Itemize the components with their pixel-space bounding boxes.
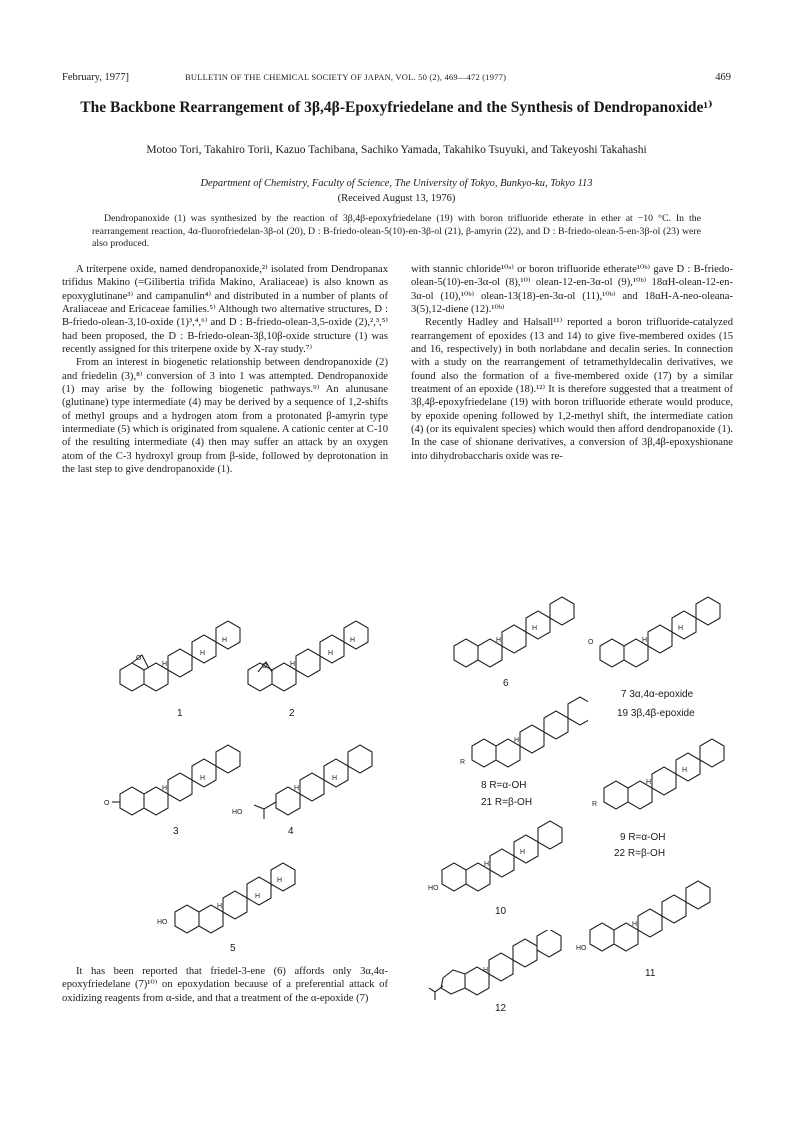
structure-10	[428, 812, 568, 907]
structure-3	[100, 732, 250, 827]
svg-text:H: H	[162, 661, 168, 668]
structure-label: 9 R=α-OH	[620, 832, 666, 843]
abstract: Dendropanoxide (1) was synthesized by the reaction of 3β,4β-epoxyfriedelane (19) with boron trifluoride etherate in ether at −10 °C. In the rearrangement reaction, 4α-fluorofriedelan-3β-ol (20), D : B-friedo-olean-5(10)-en-3β-ol (21), β-amyrin (22), and D : B-friedo-olean-5-en-3β-ol (23) were also produced.	[92, 213, 701, 250]
structure-label: 8 R=α-OH	[481, 780, 527, 791]
svg-text:H: H	[483, 967, 489, 974]
svg-text:HO: HO	[157, 919, 168, 926]
header-date: February, 1977]	[62, 72, 129, 83]
svg-text:H: H	[222, 637, 228, 644]
structure-7-19	[586, 588, 736, 683]
structure-4	[232, 732, 387, 827]
svg-text:O: O	[262, 663, 268, 670]
svg-text:O: O	[104, 800, 110, 807]
paper-title: The Backbone Rearrangement of 3β,4β-Epoxyfriedelane and the Synthesis of Dendropanoxide¹⁾	[80, 99, 713, 116]
structure-label: 22 R=β-OH	[614, 848, 666, 859]
received-date: (Received August 13, 1976)	[337, 193, 456, 204]
svg-text:O: O	[588, 639, 594, 646]
svg-text:H: H	[277, 877, 283, 884]
svg-text:H: H	[632, 921, 638, 928]
structure-label: 5	[230, 943, 236, 954]
structure-6	[440, 588, 580, 678]
paper-authors: Motoo Tori, Takahiro Torii, Kazuo Tachibana, Sachiko Yamada, Takahiko Tsuyuki, and Takeyoshi Takahashi	[146, 144, 647, 156]
structure-5	[155, 850, 315, 945]
svg-text:H: H	[217, 903, 223, 910]
structure-label: 11	[645, 968, 656, 979]
svg-text:H: H	[646, 779, 652, 786]
structure-label: 2	[289, 708, 295, 719]
svg-text:H: H	[200, 650, 206, 657]
svg-text:H: H	[532, 625, 538, 632]
svg-text:HO: HO	[428, 885, 439, 892]
svg-text:H: H	[290, 661, 296, 668]
structure-label: 7 3α,4α-epoxide	[621, 689, 694, 700]
structure-12	[425, 930, 575, 1010]
structure-label: 19 3β,4β-epoxide	[617, 708, 695, 719]
svg-text:H: H	[294, 785, 300, 792]
svg-text:R: R	[460, 759, 466, 766]
svg-text:H: H	[496, 637, 502, 644]
svg-text:H: H	[162, 785, 168, 792]
svg-text:H: H	[200, 775, 206, 782]
structure-11	[576, 872, 726, 967]
paragraph: Recently Hadley and Halsall¹¹⁾ reported a boron trifluoride-catalyzed rearrangement of epoxides (13 and 14) to give five-membered oxides (15 and 16, respectively) in both norlabdane and decalin series. In connection with a study on the rearrangement of tetramethyldecalin derivatives, we found also the formation of a five-membered oxide (17) by a similar treatment of an epoxide (18).¹²⁾ It is therefore suggested that a treatment of 3β,4β-epoxyfriedelane (19) with boron trifluoride etherate would produce, by epoxide opening followed by 1,2-methyl shift, the intermediate cation (4) (or its equivalent species) which would then afford dendropanoxide (1). In the case of shionane derivatives, a conversion of 3β,4β-epoxyshionane into dihydrobaccharis oxide was re-	[411, 317, 733, 462]
svg-text:H: H	[642, 637, 648, 644]
svg-text:H: H	[328, 650, 334, 657]
bottom-left-paragraph	[62, 965, 388, 1005]
structure-8-21	[458, 688, 588, 780]
svg-text:H: H	[350, 637, 356, 644]
header-page-number: 469	[715, 72, 731, 83]
svg-text:H: H	[332, 775, 338, 782]
structure-label: 6	[503, 678, 509, 689]
paragraph: with stannic chloride¹⁰ᵃ⁾ or boron trifluoride etherate¹⁰ᵇ⁾ gave D : B-friedo-olean-5(10)-en-3α-ol (8),¹⁰⁾ olean-12-en-3α-ol (9),¹⁰ᵇ⁾ 18αH-olean-12-en-3α-ol (10),¹⁰ᵇ⁾ olean-13(18)-en-3α-ol (11),¹⁰ᵇ⁾ and 18αH-A-neo-oleana-3(5),12-diene (12).¹⁰ᵇ⁾	[411, 264, 733, 316]
paragraph: It has been reported that friedel-3-ene (6) affords only 3α,4α-epoxyfriedelane (7)¹⁰⁾ on epoxydation because of a preferential attack of oxidizing reagents from α-side, and that a treatment of the α-epoxide (7)	[62, 966, 388, 1004]
structure-label: 10	[495, 906, 507, 917]
structure-label: 12	[495, 1003, 507, 1014]
paragraph: A triterpene oxide, named dendropanoxide,²⁾ isolated from Dendropanax trifidus Makino (=Gilibertia trifida Makino, Araliaceae) is also known as epoxyglutinane³⁾ and campanulin⁴⁾ and distributed in a number of plants of Araliaceae and Ericaceae families.⁵⁾ Although two alternative structures, D : B-friedo-olean-3,10-oxide (1)³,⁴,⁶⁾ and D : B-friedo-olean-3,5-oxide (2),²,³,⁵⁾ had been proposed, the D : B-friedo-olean-3β,10β-oxide structure (1) was recently assigned for this triterpene oxide by X-ray study.⁷⁾	[62, 264, 388, 356]
svg-text:H: H	[682, 767, 688, 774]
svg-text:H: H	[514, 737, 520, 744]
paper-affiliation: Department of Chemistry, Faculty of Science, The University of Tokyo, Bunkyo-ku, Tokyo 113	[200, 178, 593, 189]
right-column	[411, 263, 733, 463]
structure-label: 3	[173, 826, 179, 837]
svg-text:HO: HO	[232, 809, 243, 816]
header-journal: BULLETIN OF THE CHEMICAL SOCIETY OF JAPAN, VOL. 50 (2), 469—472 (1977)	[185, 72, 507, 82]
paragraph: From an interest in biogenetic relationship between dendropanoxide (2) and friedelin (3),⁸⁾ conversion of 3 into 1 was attempted. Dendropanoxide (1) may arise by the following biogenetic pathways.⁹⁾ An alunusane (glutinane) type intermediate (4) may be derived by a sequence of 1,2-shifts of methyl groups and a hydrogen atom from a protonated β-amyrin type intermediate (5) which is originated from squalene. A cationic center at C-10 of the resulting intermediate (4) then may suffer an attack by an oxygen atom of the C-3 hydroxyl group from β-side, followed by deprotonation in the last step to give dendropanoxide (1).	[62, 357, 388, 476]
svg-text:H: H	[255, 893, 261, 900]
structure-label: 21 R=β-OH	[481, 797, 533, 808]
left-column	[62, 263, 388, 477]
structure-2	[228, 600, 388, 705]
svg-text:HO: HO	[576, 945, 587, 952]
svg-text:H: H	[520, 849, 526, 856]
structure-label: 1	[177, 708, 183, 719]
structure-9-22	[590, 730, 730, 825]
svg-text:R: R	[592, 801, 598, 808]
svg-text:H: H	[678, 625, 684, 632]
svg-text:O: O	[136, 655, 142, 662]
structure-label: 4	[288, 826, 294, 837]
svg-text:H: H	[484, 861, 490, 868]
